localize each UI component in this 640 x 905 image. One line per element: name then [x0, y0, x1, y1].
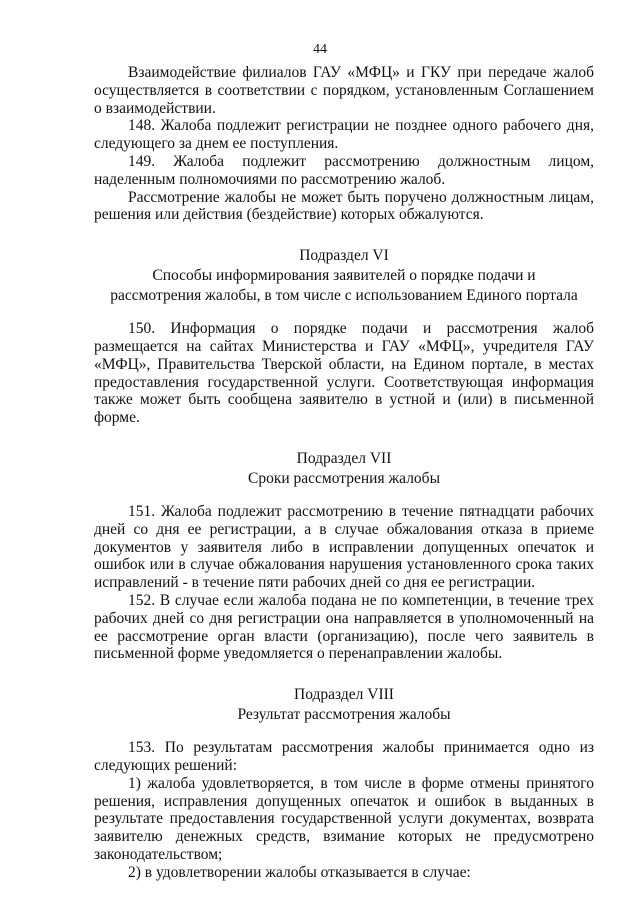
section-6-label: Подраздел VI	[299, 247, 389, 265]
paragraph-153-item-1: 1) жалоба удовлетворяется, в том числе в форме отмены принятого решения, исправления допущенных опечаток и ошибок в выданных в результате предоставления государственной услуги документах, возврата заявителю денежных средств, взимание которых не предусмотрено законодательством;	[94, 774, 594, 863]
paragraph-interaction: Взаимодействие филиалов ГАУ «МФЦ» и ГКУ при передаче жалоб осуществляется в соответствии с порядком, установленным Соглашением о взаимодействии.	[94, 64, 594, 117]
section-8-title: Результат рассмотрения жалобы	[237, 706, 451, 724]
paragraph-150: 150. Информация о порядке подачи и рассмотрения жалоб размещается на сайтах Министерства и ГАУ «МФЦ», учредителя ГАУ «МФЦ», Правительства Тверской области, на Едином портале, в местах предоставления государственной услуги. Соответствующая информация также может быть сообщена заявителю в устной и (или) в письменной форме.	[94, 320, 594, 427]
paragraph-review-restriction: Рассмотрение жалобы не может быть поручено должностным лицам, решения или действия (бездействие) которых обжалуются.	[94, 188, 594, 224]
document-body	[94, 64, 594, 882]
section-6-title-line-1: Способы информирования заявителей о порядке подачи и	[152, 267, 536, 285]
section-8-label: Подраздел VIII	[294, 686, 394, 704]
paragraph-153: 153. По результатам рассмотрения жалобы принимается одно из следующих решений:	[94, 739, 594, 774]
paragraph-153-item-2: 2) в удовлетворении жалобы отказывается в случае:	[128, 863, 471, 881]
page-number: 44	[313, 42, 327, 57]
paragraph-148: 148. Жалоба подлежит регистрации не позднее одного рабочего дня, следующего за днем ее поступления.	[94, 117, 594, 153]
section-6-title-line-2: рассмотрения жалобы, в том числе с использованием Единого портала	[110, 287, 578, 305]
section-7-title: Сроки рассмотрения жалобы	[248, 469, 440, 487]
section-7-label: Подраздел VII	[296, 449, 392, 467]
paragraph-149: 149. Жалоба подлежит рассмотрению должностным лицом, наделенным полномочиями по рассмотрению жалоб.	[94, 152, 594, 188]
paragraph-152: 152. В случае если жалоба подана не по компетенции, в течение трех рабочих дней со дня регистрации она направляется в уполномоченный на ее рассмотрение орган власти (организацию), после чего заявитель в письменной форме уведомляется о перенаправлении жалобы.	[94, 591, 594, 663]
paragraph-151: 151. Жалоба подлежит рассмотрению в течение пятнадцати рабочих дней со дня ее регистрации, а в случае обжалования отказа в приеме документов у заявителя либо в исправлении допущенных опечаток и ошибок или в случае обжалования нарушения установленного срока таких исправлений - в течение пяти рабочих дней со дня ее регистрации.	[94, 502, 594, 592]
